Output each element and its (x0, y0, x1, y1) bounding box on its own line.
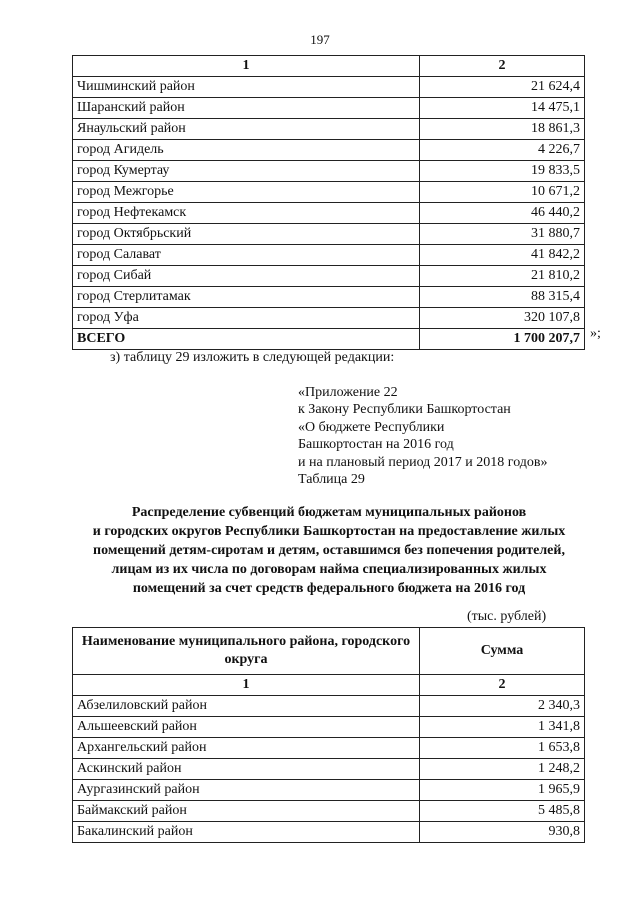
row-value: 10 671,2 (420, 182, 585, 203)
row-name: город Межгорье (73, 182, 420, 203)
column-number-2: 2 (420, 675, 585, 696)
closing-quote-mark: »; (590, 326, 601, 341)
row-value: 2 340,3 (420, 696, 585, 717)
row-name: Аскинский район (73, 759, 420, 780)
table-title (70, 503, 588, 598)
row-name: город Сибай (73, 266, 420, 287)
column-number-1: 1 (73, 675, 420, 696)
table-row (73, 822, 585, 843)
total-row (73, 329, 585, 350)
title-line: помещений за счет средств федерального бюджета на 2016 год (132, 581, 526, 596)
row-name: Баймакский район (73, 801, 420, 822)
row-value: 930,8 (420, 822, 585, 843)
row-name: город Октябрьский (73, 224, 420, 245)
row-value: 1 700 207,7 (420, 329, 585, 350)
row-name: город Стерлитамак (73, 287, 420, 308)
column-number-row (73, 675, 585, 696)
annex-block (298, 384, 548, 488)
annex-line: к Закону Республики Башкортостан (298, 402, 511, 418)
column-number-1: 1 (73, 56, 420, 77)
annex-line: Таблица 29 (298, 472, 365, 488)
row-name: Янаульский район (73, 119, 420, 140)
units-label: (тыс. рублей) (467, 609, 547, 624)
table-row (73, 717, 585, 738)
row-name: город Уфа (73, 308, 420, 329)
table-row (73, 182, 585, 203)
annex-line: «О бюджете Республики (298, 419, 445, 435)
row-name: Шаранский район (73, 98, 420, 119)
row-name: Аургазинский район (73, 780, 420, 801)
table-row (73, 759, 585, 780)
table-row (73, 140, 585, 161)
districts-table-continued (72, 55, 585, 350)
row-name: город Кумертау (73, 161, 420, 182)
title-line: помещений детям-сиротам и детям, оставшимся без попечения родителей, (93, 543, 565, 558)
row-name: Бакалинский район (73, 822, 420, 843)
column-number-row (73, 56, 585, 77)
row-value: 320 107,8 (420, 308, 585, 329)
row-value: 46 440,2 (420, 203, 585, 224)
row-name: Абзелиловский район (73, 696, 420, 717)
row-value: 1 248,2 (420, 759, 585, 780)
title-line: лицам из их числа по договорам найма специализированных жилых (111, 562, 547, 577)
instruction-text: з) таблицу 29 изложить в следующей редакции: (110, 350, 395, 365)
annex-line: и на плановый период 2017 и 2018 годов» (298, 454, 548, 470)
annex-line: Башкортостан на 2016 год (298, 437, 454, 453)
table-row (73, 266, 585, 287)
row-name: Чишминский район (73, 77, 420, 98)
row-value: 88 315,4 (420, 287, 585, 308)
row-value: 21 810,2 (420, 266, 585, 287)
annex-line: «Приложение 22 (298, 385, 398, 400)
row-value: 1 965,9 (420, 780, 585, 801)
row-value: 31 880,7 (420, 224, 585, 245)
table-row (73, 119, 585, 140)
row-value: 19 833,5 (420, 161, 585, 182)
page-number: 197 (310, 32, 330, 47)
table-row (73, 308, 585, 329)
subventions-table (72, 627, 585, 843)
title-line: и городских округов Республики Башкортостан на предоставление жилых (92, 524, 566, 539)
table-row (73, 696, 585, 717)
row-name: город Нефтекамск (73, 203, 420, 224)
table-row (73, 77, 585, 98)
row-value: 41 842,2 (420, 245, 585, 266)
column-number-2: 2 (420, 56, 585, 77)
row-name: город Салават (73, 245, 420, 266)
row-value: 4 226,7 (420, 140, 585, 161)
table-row (73, 245, 585, 266)
table-row (73, 780, 585, 801)
header-name: Наименование муниципального района, городского округа (73, 628, 420, 675)
row-name: Альшеевский район (73, 717, 420, 738)
row-name: Архангельский район (73, 738, 420, 759)
header-sum: Сумма (420, 628, 585, 675)
row-value: 14 475,1 (420, 98, 585, 119)
row-name: город Агидель (73, 140, 420, 161)
table-row (73, 98, 585, 119)
row-value: 18 861,3 (420, 119, 585, 140)
header-row (73, 628, 585, 675)
row-value: 21 624,4 (420, 77, 585, 98)
table-row (73, 224, 585, 245)
row-name: ВСЕГО (73, 329, 420, 350)
table-row (73, 738, 585, 759)
row-value: 1 653,8 (420, 738, 585, 759)
table-row (73, 801, 585, 822)
row-value: 5 485,8 (420, 801, 585, 822)
table-row (73, 161, 585, 182)
table-row (73, 203, 585, 224)
row-value: 1 341,8 (420, 717, 585, 738)
title-line: Распределение субвенций бюджетам муниципальных районов (131, 505, 527, 520)
table-row (73, 287, 585, 308)
